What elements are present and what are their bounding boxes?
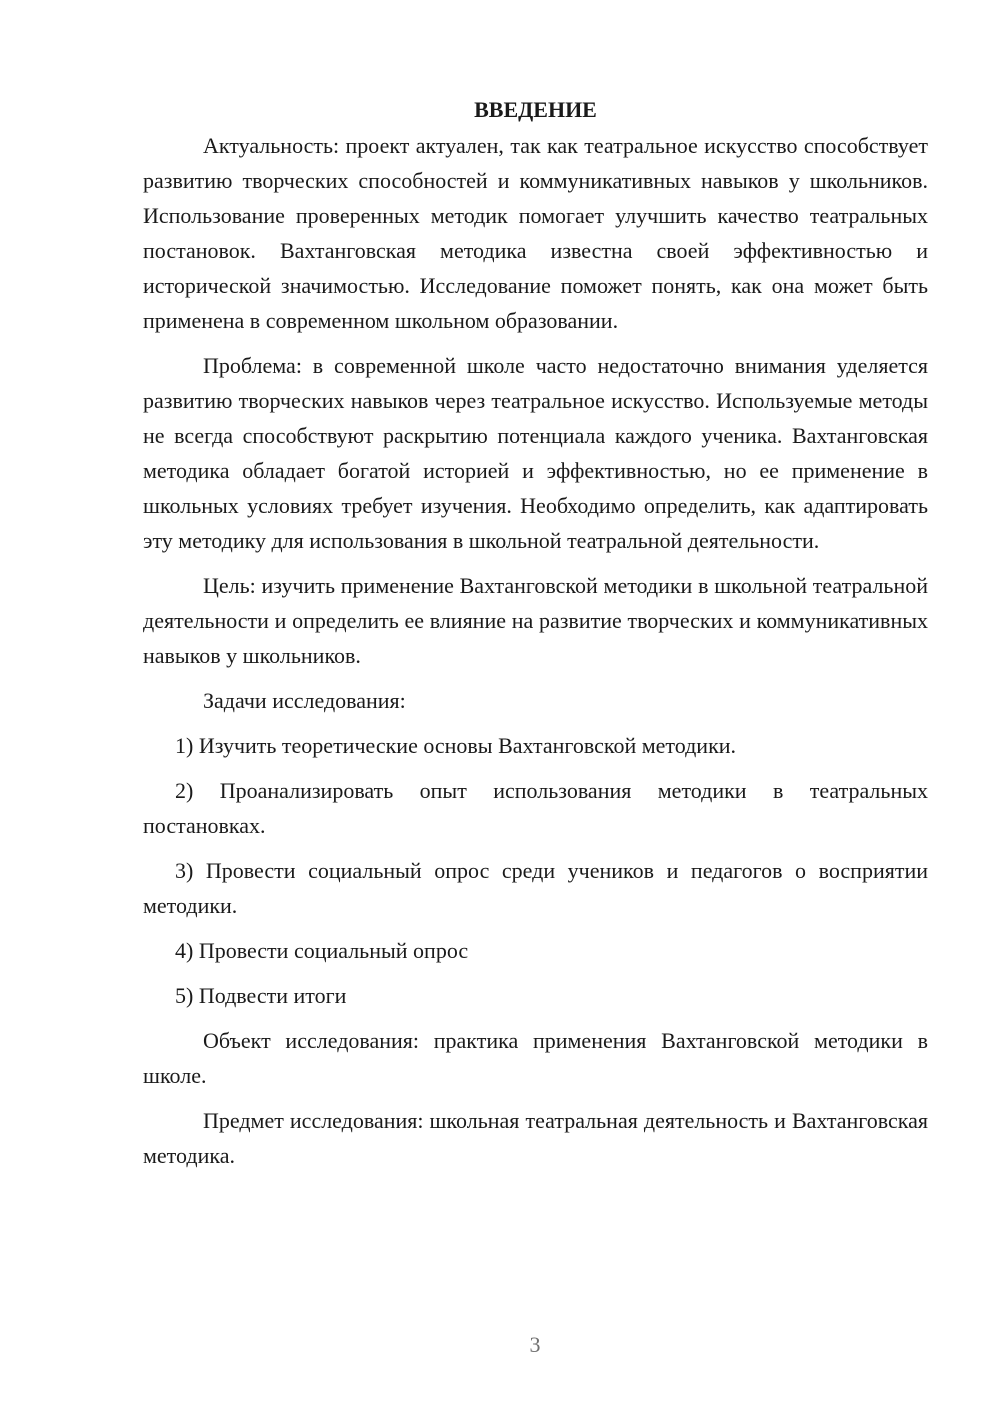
subject-paragraph: Предмет исследования: школьная театральная деятельность и Вахтанговская методика.: [143, 1108, 928, 1168]
task-item: 4) Провести социальный опрос: [175, 938, 469, 963]
problem-paragraph: Проблема: в современной школе часто недостаточно внимания уделяется развитию творческих навыков через театральное искусство. Используемые методы не всегда способствуют раскрытию потенциала каждого ученика. Вахтанговская методика обладает богатой историей и эффективностью, но ее применение в школьных условиях требует изучения. Необходимо определить, как адаптировать эту методику для использования в школьной театральной деятельности.: [143, 353, 928, 553]
task-item: 5) Подвести итоги: [175, 983, 347, 1008]
tasks-heading: Задачи исследования:: [203, 688, 406, 713]
task-item: 2) Проанализировать опыт использования методики в театральных постановках.: [143, 778, 928, 838]
relevance-paragraph: Актуальность: проект актуален, так как театральное искусство способствует развитию творческих способностей и коммуникативных навыков у школьников. Использование проверенных методик помогает улучшить качество театральных постановок. Вахтанговская методика известна своей эффективностью и исторической значимостью. Исследование поможет понять, как она может быть применена в современном школьном образовании.: [143, 133, 928, 333]
document-page: [143, 92, 928, 1183]
task-item: 3) Провести социальный опрос среди учеников и педагогов о восприятии методики.: [143, 858, 928, 918]
object-paragraph: Объект исследования: практика применения Вахтанговской методики в школе.: [143, 1028, 928, 1088]
page-number: 3: [529, 1332, 541, 1357]
section-title: ВВЕДЕНИЕ: [474, 97, 597, 122]
goal-paragraph: Цель: изучить применение Вахтанговской методики в школьной театральной деятельности и определить ее влияние на развитие творческих и коммуникативных навыков у школьников.: [143, 573, 928, 668]
task-item: 1) Изучить теоретические основы Вахтанговской методики.: [175, 733, 737, 758]
